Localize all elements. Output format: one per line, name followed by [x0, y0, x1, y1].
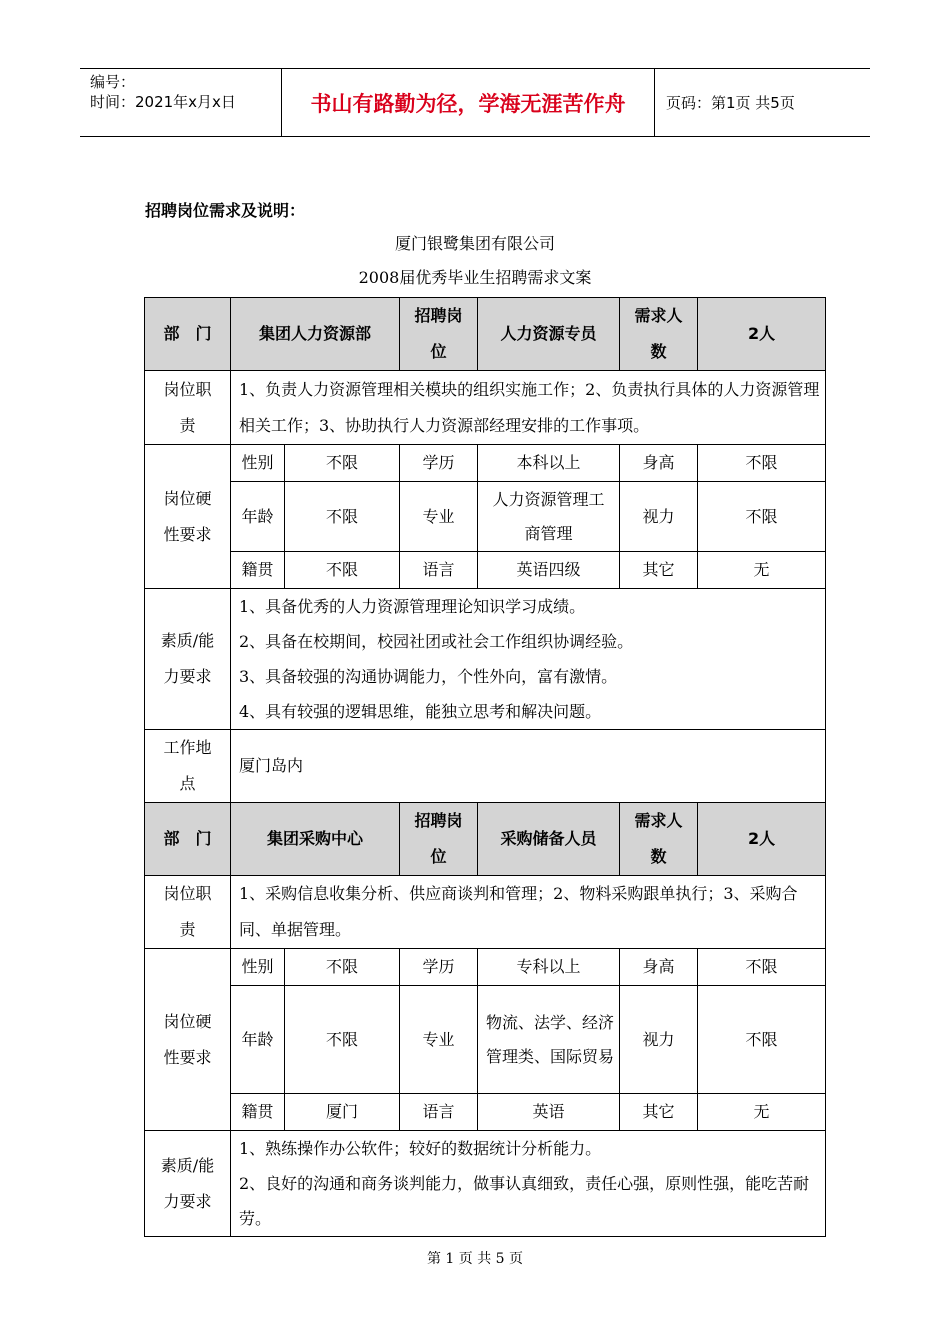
- education-label: 学历: [400, 445, 478, 482]
- language-value: 英语: [478, 1094, 620, 1131]
- height-label: 身高: [620, 445, 698, 482]
- education-value: 本科以上: [478, 445, 620, 482]
- location-value: 厦门岛内: [231, 730, 826, 803]
- other-value: 无: [698, 552, 826, 589]
- dept-value: 集团人力资源部: [231, 298, 400, 371]
- duty-label: 岗位职责: [145, 371, 231, 445]
- time-label: 时间：2021年x月x日: [90, 93, 236, 111]
- quality-item: 3、具备较强的沟通协调能力，个性外向，富有激情。: [239, 667, 618, 686]
- table-row: [145, 298, 826, 371]
- position-value: 采购储备人员: [478, 803, 620, 876]
- table-row: [145, 371, 826, 445]
- table-row: [145, 986, 826, 1094]
- education-value: 专科以上: [478, 949, 620, 986]
- other-label: 其它: [620, 1094, 698, 1131]
- table-row: [145, 445, 826, 482]
- table-row: [145, 589, 826, 730]
- headcount-label: 需求人数: [620, 803, 698, 876]
- education-label: 学历: [400, 949, 478, 986]
- number-label: 编号：: [90, 73, 136, 91]
- vision-value: 不限: [698, 482, 826, 552]
- quality-item: 2、具备在校期间，校园社团或社会工作组织协调经验。: [239, 632, 634, 651]
- gender-value: 不限: [285, 949, 400, 986]
- height-value: 不限: [698, 949, 826, 986]
- position-value: 人力资源专员: [478, 298, 620, 371]
- table-row: [145, 482, 826, 552]
- major-value: 人力资源管理工商管理: [478, 482, 620, 552]
- hard-req-label: 岗位硬性要求: [145, 949, 231, 1131]
- origin-label: 籍贯: [231, 552, 285, 589]
- recruitment-table: [144, 297, 826, 1237]
- vision-value: 不限: [698, 986, 826, 1094]
- language-label: 语言: [400, 1094, 478, 1131]
- position-label: 招聘岗位: [400, 298, 478, 371]
- section-title: 招聘岗位需求及说明：: [145, 201, 306, 220]
- quality-list: [231, 589, 826, 730]
- position-label: 招聘岗位: [400, 803, 478, 876]
- headcount-label: 需求人数: [620, 298, 698, 371]
- age-value: 不限: [285, 482, 400, 552]
- header-meta: [80, 69, 282, 136]
- quality-item: 2、良好的沟通和商务谈判能力，做事认真细致，责任心强，原则性强，能吃苦耐劳。: [239, 1174, 810, 1228]
- company-name: 厦门银鹭集团有限公司: [394, 234, 555, 253]
- origin-value: 厦门: [285, 1094, 400, 1131]
- gender-label: 性别: [231, 445, 285, 482]
- age-value: 不限: [285, 986, 400, 1094]
- origin-value: 不限: [285, 552, 400, 589]
- table-row: [145, 803, 826, 876]
- table-row: [145, 730, 826, 803]
- height-value: 不限: [698, 445, 826, 482]
- major-label: 专业: [400, 482, 478, 552]
- hard-req-label: 岗位硬性要求: [145, 445, 231, 589]
- age-label: 年龄: [231, 482, 285, 552]
- duty-value: 1、采购信息收集分析、供应商谈判和管理；2、物料采购跟单执行；3、采购合同、单据管理。: [231, 876, 826, 949]
- major-value: 物流、法学、经济管理类、国际贸易: [478, 986, 620, 1094]
- duty-label: 岗位职责: [145, 876, 231, 949]
- dept-label: 部 门: [145, 298, 231, 371]
- language-label: 语言: [400, 552, 478, 589]
- quality-item: 1、熟练操作办公软件；较好的数据统计分析能力。: [239, 1139, 602, 1158]
- quality-item: 4、具有较强的逻辑思维，能独立思考和解决问题。: [239, 702, 602, 721]
- quality-label: 素质/能力要求: [145, 589, 231, 730]
- origin-label: 籍贯: [231, 1094, 285, 1131]
- language-value: 英语四级: [478, 552, 620, 589]
- quality-label: 素质/能力要求: [145, 1131, 231, 1237]
- page-header: [80, 68, 870, 137]
- quality-list: [231, 1131, 826, 1237]
- major-label: 专业: [400, 986, 478, 1094]
- vision-label: 视力: [620, 986, 698, 1094]
- headcount-value: 2人: [698, 298, 826, 371]
- location-label: 工作地点: [145, 730, 231, 803]
- header-motto: 书山有路勤为径，学海无涯苦作舟: [282, 69, 655, 136]
- other-label: 其它: [620, 552, 698, 589]
- table-row: [145, 552, 826, 589]
- dept-label: 部 门: [145, 803, 231, 876]
- other-value: 无: [698, 1094, 826, 1131]
- gender-value: 不限: [285, 445, 400, 482]
- page-footer: 第 1 页 共 5 页: [426, 1251, 524, 1267]
- age-label: 年龄: [231, 986, 285, 1094]
- height-label: 身高: [620, 949, 698, 986]
- table-row: [145, 876, 826, 949]
- table-row: [145, 949, 826, 986]
- gender-label: 性别: [231, 949, 285, 986]
- headcount-value: 2人: [698, 803, 826, 876]
- table-row: [145, 1131, 826, 1237]
- quality-item: 1、具备优秀的人力资源管理理论知识学习成绩。: [239, 597, 586, 616]
- duty-value: 1、负责人力资源管理相关模块的组织实施工作；2、负责执行具体的人力资源管理相关工作；3、协助执行人力资源部经理安排的工作事项。: [231, 371, 826, 445]
- document-title: 2008届优秀毕业生招聘需求文案: [358, 268, 592, 287]
- header-page-info: 页码：第1页 共5页: [666, 94, 795, 112]
- dept-value: 集团采购中心: [231, 803, 400, 876]
- table-row: [145, 1094, 826, 1131]
- vision-label: 视力: [620, 482, 698, 552]
